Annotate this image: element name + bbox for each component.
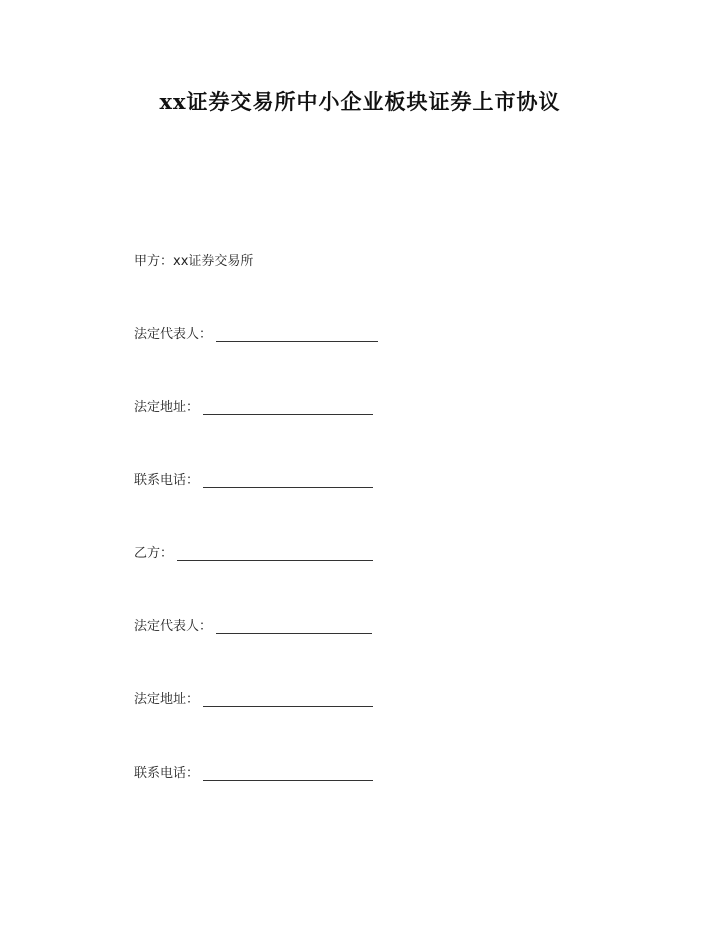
party-a-phone-label: 联系电话：: [134, 473, 200, 488]
party-b-label: 乙方：: [134, 546, 174, 561]
party-b-address-label: 法定地址：: [134, 692, 200, 707]
party-a-address-label: 法定地址：: [134, 400, 200, 415]
party-a-phone-blank: [203, 475, 373, 488]
party-a-legal-rep-label: 法定代表人：: [134, 327, 213, 342]
party-b-address-field: [134, 687, 373, 707]
party-b-phone-field: [134, 761, 373, 781]
party-a-label: 甲方：xx证券交易所: [134, 254, 254, 269]
party-a-line: [134, 249, 253, 269]
party-b-field: [134, 541, 373, 561]
party-a-phone-field: [134, 468, 373, 488]
party-a-address-blank: [203, 402, 373, 415]
party-a-address-field: [134, 395, 373, 415]
document-title: xx证券交易所中小企业板块证券上市协议: [159, 89, 561, 114]
party-a-legal-rep-field: [134, 322, 378, 342]
party-b-phone-label: 联系电话：: [134, 766, 200, 781]
party-b-legal-rep-label: 法定代表人：: [134, 619, 213, 634]
party-b-legal-rep-blank: [216, 621, 372, 634]
party-b-legal-rep-field: [134, 614, 372, 634]
party-a-legal-rep-blank: [216, 329, 378, 342]
party-b-address-blank: [203, 694, 373, 707]
party-b-phone-blank: [203, 768, 373, 781]
party-b-blank: [177, 548, 373, 561]
